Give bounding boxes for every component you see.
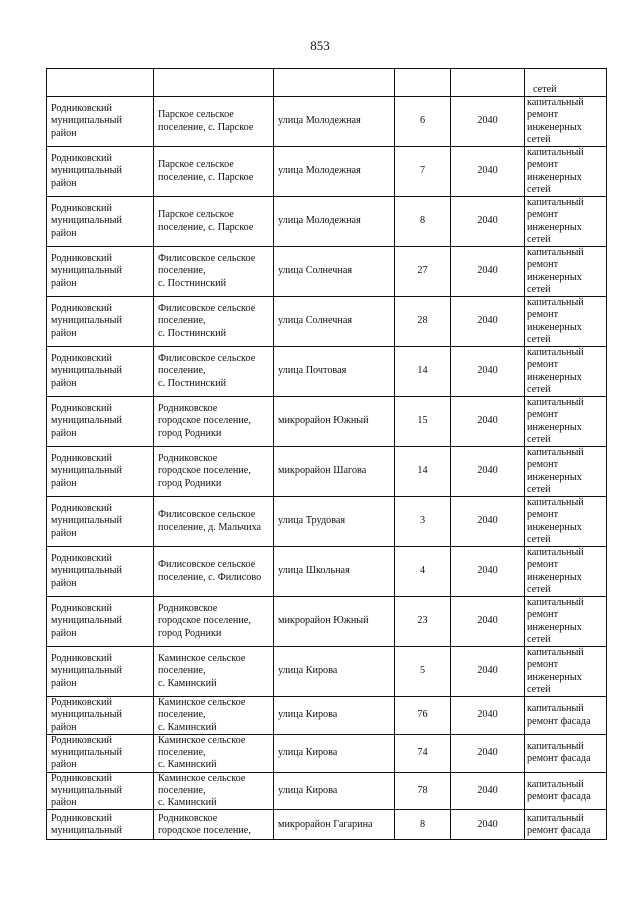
cell-house: 14 bbox=[395, 347, 451, 397]
cell-district: Родниковский муниципальный район bbox=[47, 547, 154, 597]
cell-district: Родниковский муниципальный район bbox=[47, 397, 154, 447]
table-row bbox=[47, 697, 607, 735]
cell-district: Родниковский муниципальный район bbox=[47, 735, 154, 773]
table-row bbox=[47, 397, 607, 447]
cell-district: Родниковский муниципальный район bbox=[47, 697, 154, 735]
cell-year: 2040 bbox=[451, 297, 525, 347]
cell-house: 8 bbox=[395, 810, 451, 840]
cell-street: улица Почтовая bbox=[274, 347, 395, 397]
page-number: 853 bbox=[310, 38, 330, 53]
table-row bbox=[47, 810, 607, 840]
table-row-continuation bbox=[47, 69, 607, 97]
table-row bbox=[47, 647, 607, 697]
cell-work: капитальный ремонт инженерных сетей bbox=[525, 497, 607, 547]
cell-settlement: Филисовское сельское поселение, с. Постнинский bbox=[154, 347, 274, 397]
cell-street: улица Молодежная bbox=[274, 147, 395, 197]
table-row bbox=[47, 547, 607, 597]
cell-settlement bbox=[154, 69, 274, 97]
cell-street: улица Солнечная bbox=[274, 247, 395, 297]
cell-district: Родниковский муниципальный район bbox=[47, 647, 154, 697]
cell-settlement: Каминское сельское поселение, с. Каминский bbox=[154, 772, 274, 810]
cell-year: 2040 bbox=[451, 547, 525, 597]
cell-district: Родниковский муниципальный район bbox=[47, 497, 154, 547]
cell-settlement: Родниковское городское поселение, bbox=[154, 810, 274, 840]
cell-work: капитальный ремонт фасада bbox=[525, 735, 607, 773]
cell-district: Родниковский муниципальный район bbox=[47, 597, 154, 647]
cell-district: Родниковский муниципальный район bbox=[47, 772, 154, 810]
cell-work: капитальный ремонт инженерных сетей bbox=[525, 197, 607, 247]
cell-street: улица Кирова bbox=[274, 647, 395, 697]
cell-district bbox=[47, 69, 154, 97]
cell-settlement: Каминское сельское поселение, с. Каминский bbox=[154, 735, 274, 773]
cell-street bbox=[274, 69, 395, 97]
cell-work: капитальный ремонт фасада bbox=[525, 772, 607, 810]
housing-repair-table bbox=[46, 68, 607, 840]
cell-work: капитальный ремонт инженерных сетей bbox=[525, 347, 607, 397]
cell-street: улица Трудовая bbox=[274, 497, 395, 547]
cell-year: 2040 bbox=[451, 447, 525, 497]
cell-street: улица Кирова bbox=[274, 772, 395, 810]
cell-house: 27 bbox=[395, 247, 451, 297]
cell-district: Родниковский муниципальный район bbox=[47, 97, 154, 147]
cell-work: капитальный ремонт инженерных сетей bbox=[525, 547, 607, 597]
cell-house bbox=[395, 69, 451, 97]
cell-year: 2040 bbox=[451, 647, 525, 697]
cell-house: 74 bbox=[395, 735, 451, 773]
cell-year: 2040 bbox=[451, 147, 525, 197]
cell-house: 78 bbox=[395, 772, 451, 810]
table-row bbox=[47, 147, 607, 197]
cell-settlement: Парское сельское поселение, с. Парское bbox=[154, 147, 274, 197]
cell-street: улица Кирова bbox=[274, 697, 395, 735]
cell-house: 6 bbox=[395, 97, 451, 147]
cell-district: Родниковский муниципальный район bbox=[47, 147, 154, 197]
cell-street: микрорайон Южный bbox=[274, 397, 395, 447]
cell-work: капитальный ремонт фасада bbox=[525, 810, 607, 840]
cell-house: 23 bbox=[395, 597, 451, 647]
table-row bbox=[47, 247, 607, 297]
cell-settlement: Филисовское сельское поселение, д. Мальчиха bbox=[154, 497, 274, 547]
table-row bbox=[47, 447, 607, 497]
table-row bbox=[47, 772, 607, 810]
cell-house: 28 bbox=[395, 297, 451, 347]
cell-settlement: Парское сельское поселение, с. Парское bbox=[154, 197, 274, 247]
cell-street: микрорайон Гагарина bbox=[274, 810, 395, 840]
cell-house: 76 bbox=[395, 697, 451, 735]
cell-work: капитальный ремонт инженерных сетей bbox=[525, 647, 607, 697]
cell-year: 2040 bbox=[451, 497, 525, 547]
cell-street: микрорайон Южный bbox=[274, 597, 395, 647]
cell-year: 2040 bbox=[451, 697, 525, 735]
cell-year: 2040 bbox=[451, 347, 525, 397]
cell-settlement: Филисовское сельское поселение, с. Постнинский bbox=[154, 297, 274, 347]
cell-settlement: Каминское сельское поселение, с. Каминский bbox=[154, 697, 274, 735]
cell-house: 4 bbox=[395, 547, 451, 597]
cell-district: Родниковский муниципальный район bbox=[47, 447, 154, 497]
cell-year: 2040 bbox=[451, 197, 525, 247]
cell-year: 2040 bbox=[451, 735, 525, 773]
table-row bbox=[47, 97, 607, 147]
cell-year: 2040 bbox=[451, 772, 525, 810]
cell-district: Родниковский муниципальный район bbox=[47, 347, 154, 397]
cell-district: Родниковский муниципальный район bbox=[47, 247, 154, 297]
cell-district: Родниковский муниципальный bbox=[47, 810, 154, 840]
cell-work: капитальный ремонт инженерных сетей bbox=[525, 97, 607, 147]
cell-work: капитальный ремонт инженерных сетей bbox=[525, 247, 607, 297]
cell-settlement: Парское сельское поселение, с. Парское bbox=[154, 97, 274, 147]
cell-year bbox=[451, 69, 525, 97]
cell-work: капитальный ремонт фасада bbox=[525, 697, 607, 735]
cell-work: сетей bbox=[525, 69, 607, 97]
cell-work: капитальный ремонт инженерных сетей bbox=[525, 297, 607, 347]
cell-house: 5 bbox=[395, 647, 451, 697]
cell-house: 8 bbox=[395, 197, 451, 247]
cell-work: капитальный ремонт инженерных сетей bbox=[525, 447, 607, 497]
cell-house: 15 bbox=[395, 397, 451, 447]
cell-settlement: Филисовское сельское поселение, с. Филисово bbox=[154, 547, 274, 597]
cell-house: 7 bbox=[395, 147, 451, 197]
cell-district: Родниковский муниципальный район bbox=[47, 197, 154, 247]
cell-settlement: Филисовское сельское поселение, с. Постнинский bbox=[154, 247, 274, 297]
cell-house: 14 bbox=[395, 447, 451, 497]
table-row bbox=[47, 497, 607, 547]
cell-work: капитальный ремонт инженерных сетей bbox=[525, 597, 607, 647]
table-row bbox=[47, 347, 607, 397]
cell-year: 2040 bbox=[451, 247, 525, 297]
cell-year: 2040 bbox=[451, 97, 525, 147]
cell-district: Родниковский муниципальный район bbox=[47, 297, 154, 347]
cell-settlement: Родниковское городское поселение, город Родники bbox=[154, 597, 274, 647]
cell-street: улица Кирова bbox=[274, 735, 395, 773]
cell-year: 2040 bbox=[451, 597, 525, 647]
cell-settlement: Каминское сельское поселение, с. Каминский bbox=[154, 647, 274, 697]
cell-year: 2040 bbox=[451, 810, 525, 840]
cell-street: микрорайон Шагова bbox=[274, 447, 395, 497]
cell-year: 2040 bbox=[451, 397, 525, 447]
cell-street: улица Молодежная bbox=[274, 97, 395, 147]
table-row bbox=[47, 597, 607, 647]
cell-work: капитальный ремонт инженерных сетей bbox=[525, 397, 607, 447]
table-row bbox=[47, 735, 607, 773]
cell-street: улица Школьная bbox=[274, 547, 395, 597]
cell-street: улица Солнечная bbox=[274, 297, 395, 347]
cell-house: 3 bbox=[395, 497, 451, 547]
table-row bbox=[47, 197, 607, 247]
cell-street: улица Молодежная bbox=[274, 197, 395, 247]
cell-settlement: Родниковское городское поселение, город Родники bbox=[154, 447, 274, 497]
cell-work: капитальный ремонт инженерных сетей bbox=[525, 147, 607, 197]
table-row bbox=[47, 297, 607, 347]
cell-settlement: Родниковское городское поселение, город Родники bbox=[154, 397, 274, 447]
